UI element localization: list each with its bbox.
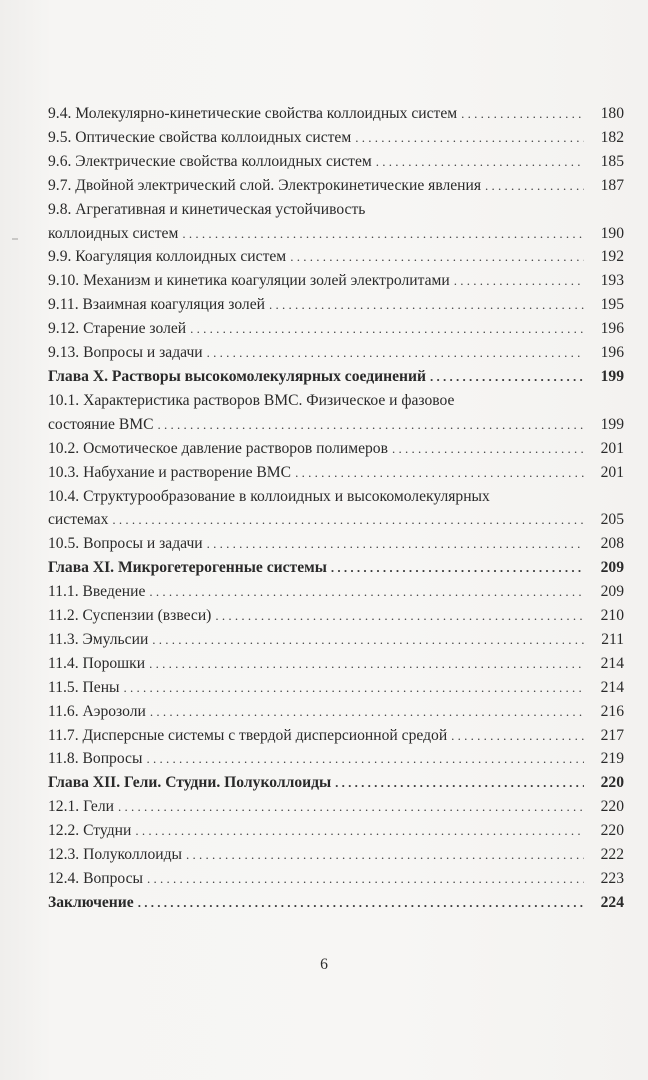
toc-entry-page: 214 <box>600 654 624 672</box>
toc-entry-title: 11.1. Введение <box>48 583 146 601</box>
dot-leader <box>186 843 584 867</box>
toc-entry-title: 11.6. Аэрозоли <box>48 702 146 720</box>
toc-entry-title: 9.10. Механизм и кинетика коагуляции золей электролитами <box>48 272 450 290</box>
toc-entry-title: 10.2. Осмотическое давление растворов полимеров <box>48 439 388 457</box>
toc-entry-title: 12.2. Студни <box>48 822 132 840</box>
toc-entry-title: 12.3. Полуколлоиды <box>48 846 183 864</box>
toc-entry-title: 11.7. Дисперсные системы с твердой дисперсионной средой <box>48 726 448 744</box>
dot-leader <box>376 150 584 174</box>
toc-entry-line <box>48 795 624 819</box>
toc-entry-title: Глава X. Растворы высокомолекулярных соединений <box>48 367 426 385</box>
margin-mark <box>12 238 18 240</box>
toc-entry <box>48 102 624 126</box>
toc-entry-title: Глава XII. Гели. Студни. Полуколлоиды <box>48 774 332 792</box>
toc-entry <box>48 174 624 198</box>
toc-entry <box>48 700 624 724</box>
toc-entry-title-line: 10.1. Характеристика растворов ВМС. Физическое и фазовое <box>48 391 455 409</box>
toc-chapter-entry <box>48 891 624 915</box>
toc-entry-page: 190 <box>600 224 624 242</box>
toc-entry-title: 11.4. Порошки <box>48 654 146 672</box>
toc-entry-line <box>48 747 624 771</box>
toc-entry-title: 9.7. Двойной электрический слой. Электрокинетические явления <box>48 176 482 194</box>
toc-entry <box>48 126 624 150</box>
toc-entry-title: состояние ВМС <box>48 415 154 433</box>
toc-entry-page: 214 <box>600 678 624 696</box>
page-number: 6 <box>320 956 328 973</box>
dot-leader <box>392 437 584 461</box>
toc-entry-page: 224 <box>600 893 624 911</box>
toc-entry <box>48 652 624 676</box>
toc-entry-line <box>48 174 624 198</box>
toc-entry-page: 220 <box>600 774 624 792</box>
toc-entry-page: 208 <box>600 535 624 553</box>
toc-entry-title: 11.2. Суспензии (взвеси) <box>48 607 212 625</box>
toc-entry-page: 182 <box>600 128 624 146</box>
dot-leader <box>451 724 584 748</box>
toc-entry-page: 220 <box>600 798 624 816</box>
toc-entry-page: 220 <box>600 822 624 840</box>
toc-entry <box>48 747 624 771</box>
dot-leader <box>355 126 584 150</box>
toc-entry-page: 216 <box>600 702 624 720</box>
toc-entry <box>48 437 624 461</box>
toc-entry-title: коллоидных систем <box>48 224 179 242</box>
toc-entry-title: 11.5. Пены <box>48 678 120 696</box>
toc-entry <box>48 724 624 748</box>
dot-leader <box>150 700 584 724</box>
toc-entry-line <box>48 365 624 389</box>
toc-entry-title: 11.3. Эмульсии <box>48 630 149 648</box>
toc-entry-line <box>48 317 624 341</box>
dot-leader <box>454 269 584 293</box>
dot-leader <box>112 508 584 532</box>
dot-leader <box>124 676 584 700</box>
toc-entry <box>48 532 624 556</box>
toc-entry-page: 222 <box>600 846 624 864</box>
toc-entry-page: 223 <box>600 870 624 887</box>
toc-entry <box>48 389 624 437</box>
table-of-contents <box>48 102 624 915</box>
toc-entry-title: Заключение <box>48 893 134 911</box>
toc-entry-line <box>48 532 624 556</box>
toc-entry-line <box>48 437 624 461</box>
dot-leader <box>118 795 584 819</box>
toc-entry-title: 10.3. Набухание и растворение ВМС <box>48 463 292 481</box>
toc-entry <box>48 819 624 843</box>
toc-entry <box>48 867 624 891</box>
toc-entry <box>48 795 624 819</box>
toc-entry-page: 199 <box>600 367 624 385</box>
toc-entry-page: 217 <box>600 726 624 744</box>
toc-entry-page: 196 <box>600 320 624 338</box>
toc-entry-title: 9.9. Коагуляция коллоидных систем <box>48 248 287 266</box>
toc-chapter-entry <box>48 771 624 795</box>
toc-entry-line <box>48 891 624 915</box>
toc-entry-line <box>48 843 624 867</box>
toc-entry-line <box>48 341 624 365</box>
toc-entry <box>48 485 624 533</box>
toc-entry <box>48 604 624 628</box>
toc-entry-page: 192 <box>600 248 624 266</box>
dot-leader <box>149 580 584 604</box>
toc-entry-title: 9.4. Молекулярно-кинетические свойства коллоидных систем <box>48 105 458 122</box>
toc-entry-page: 210 <box>600 607 624 625</box>
toc-entry-page: 205 <box>600 511 624 529</box>
dot-leader <box>430 365 584 389</box>
toc-entry <box>48 198 624 246</box>
dot-leader <box>182 222 584 246</box>
toc-entry-title-line: 10.4. Структурообразование в коллоидных и высокомолекулярных <box>48 487 490 505</box>
toc-entry-page: 196 <box>600 344 624 362</box>
dot-leader <box>190 317 584 341</box>
dot-leader <box>461 102 584 126</box>
dot-leader <box>149 652 584 676</box>
toc-entry-title: 9.13. Вопросы и задачи <box>48 344 203 362</box>
toc-entry-line <box>48 556 624 580</box>
toc-entry-line <box>48 269 624 293</box>
toc-entry-line <box>48 580 624 604</box>
toc-entry-page: 209 <box>600 559 624 577</box>
toc-entry-line <box>48 461 624 485</box>
toc-entry-title: 12.4. Вопросы <box>48 870 144 887</box>
toc-entry <box>48 150 624 174</box>
toc-entry-page: 180 <box>600 105 624 122</box>
toc-entry-title: 10.5. Вопросы и задачи <box>48 535 203 553</box>
dot-leader <box>215 604 584 628</box>
toc-chapter-entry <box>48 365 624 389</box>
toc-entry-line <box>48 508 624 532</box>
dot-leader <box>135 819 584 843</box>
toc-entry-line <box>48 413 624 437</box>
toc-entry-title: 9.12. Старение золей <box>48 320 187 338</box>
toc-entry-line <box>48 700 624 724</box>
toc-entry-title: Глава XI. Микрогетерогенные системы <box>48 559 327 577</box>
toc-entry-line <box>48 222 624 246</box>
toc-entry-page: 209 <box>600 583 624 601</box>
dot-leader <box>158 413 585 437</box>
toc-entry-line <box>48 102 624 126</box>
toc-entry-page: 201 <box>600 463 624 481</box>
toc-entry-line <box>48 867 624 891</box>
dot-leader <box>295 461 584 485</box>
toc-entry-page: 185 <box>600 152 624 170</box>
toc-entry-line <box>48 724 624 748</box>
toc-entry-line <box>48 819 624 843</box>
toc-entry <box>48 628 624 652</box>
toc-entry-line <box>48 245 624 269</box>
toc-entry-page: 201 <box>600 439 624 457</box>
toc-entry-line <box>48 628 624 652</box>
toc-entry <box>48 293 624 317</box>
dot-leader <box>146 747 584 771</box>
toc-entry <box>48 341 624 365</box>
toc-entry-line <box>48 652 624 676</box>
toc-entry <box>48 317 624 341</box>
toc-entry-line <box>48 293 624 317</box>
toc-entry <box>48 580 624 604</box>
dot-leader <box>147 867 584 891</box>
dot-leader <box>207 341 584 365</box>
toc-entry-page: 187 <box>600 176 624 194</box>
toc-entry-line <box>48 150 624 174</box>
toc-entry-page: 219 <box>600 750 624 768</box>
toc-entry-page: 211 <box>601 630 624 648</box>
toc-entry-title: 11.8. Вопросы <box>48 750 143 768</box>
toc-entry <box>48 245 624 269</box>
dot-leader <box>138 891 584 915</box>
toc-entry-title: системах <box>48 511 109 529</box>
toc-entry-line <box>48 126 624 150</box>
toc-entry-line <box>48 604 624 628</box>
toc-entry-page: 193 <box>600 272 624 290</box>
dot-leader <box>269 293 584 317</box>
toc-entry-title-line: 9.8. Агрегативная и кинетическая устойчивость <box>48 200 366 218</box>
toc-entry <box>48 269 624 293</box>
toc-entry <box>48 676 624 700</box>
toc-entry-title: 9.6. Электрические свойства коллоидных систем <box>48 152 372 170</box>
toc-entry <box>48 461 624 485</box>
dot-leader <box>152 628 584 652</box>
toc-entry-title: 9.5. Оптические свойства коллоидных систем <box>48 128 352 146</box>
toc-entry-line <box>48 676 624 700</box>
toc-entry <box>48 843 624 867</box>
toc-entry-title: 9.11. Взаимная коагуляция золей <box>48 296 265 314</box>
toc-chapter-entry <box>48 556 624 580</box>
toc-entry-line <box>48 771 624 795</box>
toc-entry-title: 12.1. Гели <box>48 798 114 816</box>
dot-leader <box>207 532 584 556</box>
dot-leader <box>485 174 584 198</box>
dot-leader <box>290 245 584 269</box>
dot-leader <box>331 556 584 580</box>
toc-entry-page: 199 <box>600 415 624 433</box>
toc-entry-page: 195 <box>600 296 624 314</box>
dot-leader <box>335 771 584 795</box>
